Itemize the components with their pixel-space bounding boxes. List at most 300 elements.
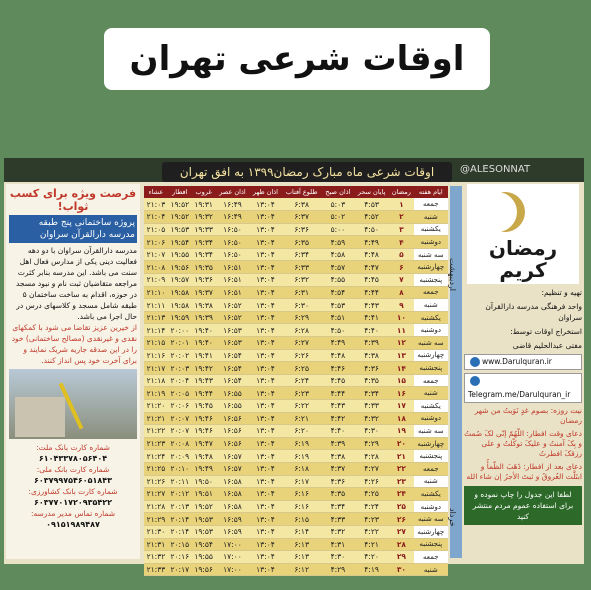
time-cell: ۱۹:۳۴ xyxy=(192,248,216,261)
time-cell: ۱۶:۴۹ xyxy=(216,211,250,224)
time-cell: ۱۶:۵۷ xyxy=(216,450,250,463)
time-cell: ۱۹:۴۱ xyxy=(192,349,216,362)
column-header: طلوع آفتاب xyxy=(281,186,321,198)
time-cell: ۴:۵۱ xyxy=(322,311,354,324)
table-row xyxy=(144,513,448,526)
time-cell: ۱۳:۰۴ xyxy=(249,362,281,375)
table-row xyxy=(144,349,448,362)
card1-number: ۶۱۰۴۳۳۷۸۰۵۶۴۰۴ xyxy=(38,454,108,463)
construction-photo xyxy=(9,369,137,439)
time-cell: ۱۷:۰۰ xyxy=(216,551,250,564)
time-cell: ۶:۲۵ xyxy=(281,362,321,375)
time-cell: ۴:۵۸ xyxy=(322,248,354,261)
time-cell: ۱۶:۵۰ xyxy=(216,248,250,261)
ramadan-poster xyxy=(4,158,584,575)
time-cell: ۶:۲۲ xyxy=(281,400,321,413)
time-cell: ۲۱:۱۰ xyxy=(144,286,168,299)
time-cell: ۱۴ xyxy=(389,362,413,375)
time-cell: ۱۶:۵۶ xyxy=(216,437,250,450)
time-cell: ۴:۴۲ xyxy=(322,412,354,425)
time-cell: ۱۶:۵۱ xyxy=(216,286,250,299)
time-cell: ۶:۱۸ xyxy=(281,462,321,475)
time-cell: ۴:۲۰ xyxy=(354,551,389,564)
table-body xyxy=(144,198,448,576)
time-cell: ۱۶:۵۲ xyxy=(216,311,250,324)
weekday-cell: پنجشنبه xyxy=(414,274,448,287)
time-cell: ۴:۴۸ xyxy=(354,248,389,261)
donation-appeal: از خیرین عزیز تقاضا می شود با کمکهای نقدی و غیرنقدی (مصالح ساختمانی) خود را در این صدقه جاریه شریک نمایند و برای آخرت خود پس انداز کنند. xyxy=(11,323,137,365)
time-cell: ۴:۵۷ xyxy=(322,261,354,274)
time-cell: ۴:۳۸ xyxy=(354,349,389,362)
time-cell: ۱۹:۵۵ xyxy=(192,551,216,564)
donation-panel xyxy=(6,184,140,559)
time-cell: ۱۶:۵۸ xyxy=(216,488,250,501)
table-row xyxy=(144,198,448,211)
time-cell: ۶:۲۳ xyxy=(281,387,321,400)
time-cell: ۲۱:۰۷ xyxy=(144,248,168,261)
time-cell: ۲۱:۰۵ xyxy=(144,223,168,236)
time-cell: ۲۱:۲۲ xyxy=(144,425,168,438)
time-cell: ۱۳:۰۴ xyxy=(249,400,281,413)
time-cell: ۱۲ xyxy=(389,337,413,350)
time-cell: ۴:۳۶ xyxy=(354,362,389,375)
time-cell: ۶:۲۹ xyxy=(281,311,321,324)
table-row xyxy=(144,425,448,438)
time-cell: ۱۳:۰۴ xyxy=(249,425,281,438)
time-cell: ۱۳:۰۴ xyxy=(249,563,281,576)
time-cell: ۴:۳۲ xyxy=(354,412,389,425)
time-cell: ۴ xyxy=(389,236,413,249)
time-cell: ۴:۲۸ xyxy=(354,450,389,463)
time-cell: ۱۹:۵۸ xyxy=(168,299,192,312)
page-title: اوقات شرعی تهران xyxy=(129,39,465,79)
column-header: ایام هفته xyxy=(414,186,448,198)
time-cell: ۱۳:۰۴ xyxy=(249,198,281,211)
time-cell: ۱۳:۰۴ xyxy=(249,223,281,236)
time-cell: ۴:۳۳ xyxy=(322,513,354,526)
time-cell: ۱۹:۴۹ xyxy=(192,462,216,475)
weekday-cell: یکشنبه xyxy=(414,400,448,413)
credit-extracted-label: استخراج اوقات توسط: xyxy=(510,327,582,336)
time-cell: ۴:۲۴ xyxy=(354,500,389,513)
time-cell: ۶:۲۷ xyxy=(281,337,321,350)
time-cell: ۱۶:۵۴ xyxy=(216,374,250,387)
time-cell: ۲۰:۱۵ xyxy=(168,538,192,551)
time-cell: ۵ xyxy=(389,248,413,261)
time-cell: ۱۹:۵۲ xyxy=(168,211,192,224)
time-cell: ۱۶:۵۹ xyxy=(216,525,250,538)
time-cell: ۱۹:۴۰ xyxy=(192,324,216,337)
time-cell: ۱۳:۰۴ xyxy=(249,324,281,337)
time-cell: ۱۱ xyxy=(389,324,413,337)
time-cell: ۲۱:۲۶ xyxy=(144,475,168,488)
time-cell: ۱۶:۵۴ xyxy=(216,349,250,362)
time-cell: ۱۶:۵۰ xyxy=(216,223,250,236)
table-row xyxy=(144,475,448,488)
weekday-cell: یکشنبه xyxy=(414,223,448,236)
weekday-cell: یکشنبه xyxy=(414,488,448,501)
time-cell: ۱۳:۰۴ xyxy=(249,349,281,362)
time-cell: ۲۰:۱۷ xyxy=(168,563,192,576)
time-cell: ۱۳:۰۴ xyxy=(249,500,281,513)
time-cell: ۴:۳۵ xyxy=(354,374,389,387)
time-cell: ۴:۳۰ xyxy=(322,551,354,564)
time-cell: ۲۰:۱۰ xyxy=(168,462,192,475)
time-cell: ۲۱:۳۳ xyxy=(144,563,168,576)
time-cell: ۱۳ xyxy=(389,349,413,362)
niyyat-text: نیت روزه: بصوم غدٍ نَوَیتُ من شهر رمضان xyxy=(474,406,582,425)
time-cell: ۶:۱۷ xyxy=(281,475,321,488)
table-row xyxy=(144,311,448,324)
weekday-cell: جمعه xyxy=(414,551,448,564)
time-cell: ۱۵ xyxy=(389,374,413,387)
month-label-khordad: خرداد xyxy=(448,508,457,527)
table-row xyxy=(144,236,448,249)
time-cell: ۶:۲۱ xyxy=(281,412,321,425)
time-cell: ۶:۱۲ xyxy=(281,563,321,576)
time-cell: ۴:۳۰ xyxy=(354,425,389,438)
time-cell: ۹ xyxy=(389,299,413,312)
weekday-cell: پنجشنبه xyxy=(414,450,448,463)
time-cell: ۵:۰۲ xyxy=(322,211,354,224)
time-cell: ۲۱:۲۳ xyxy=(144,437,168,450)
time-cell: ۴:۲۵ xyxy=(354,488,389,501)
time-cell: ۴:۵۳ xyxy=(322,299,354,312)
table-row xyxy=(144,324,448,337)
time-cell: ۲۱:۳۲ xyxy=(144,551,168,564)
time-cell: ۱۹:۳۵ xyxy=(192,261,216,274)
time-cell: ۲۱:۰۶ xyxy=(144,236,168,249)
time-cell: ۲۱:۱۷ xyxy=(144,362,168,375)
time-cell: ۶:۲۰ xyxy=(281,425,321,438)
time-cell: ۶:۳۴ xyxy=(281,248,321,261)
table-row xyxy=(144,437,448,450)
time-cell: ۳۰ xyxy=(389,563,413,576)
time-cell: ۴:۳۹ xyxy=(354,337,389,350)
time-cell: ۲۱:۱۹ xyxy=(144,387,168,400)
time-cell: ۴:۴۸ xyxy=(322,349,354,362)
time-cell: ۱۹:۵۳ xyxy=(168,223,192,236)
table-header-row xyxy=(144,186,448,198)
donation-headline: فرصت ویژه برای کسب ثواب! xyxy=(9,187,137,213)
time-cell: ۲۰ xyxy=(389,437,413,450)
time-cell: ۲۰:۰۵ xyxy=(168,387,192,400)
time-cell: ۱۶:۵۸ xyxy=(216,475,250,488)
time-cell: ۱۳:۰۴ xyxy=(249,236,281,249)
weekday-cell: سه شنبه xyxy=(414,513,448,526)
time-cell: ۴:۳۱ xyxy=(322,538,354,551)
time-cell: ۱۶:۵۳ xyxy=(216,337,250,350)
time-cell: ۱۹ xyxy=(389,425,413,438)
table-row xyxy=(144,551,448,564)
time-cell: ۱۶:۴۹ xyxy=(216,198,250,211)
month-column xyxy=(450,186,462,558)
time-cell: ۵:۰۳ xyxy=(322,198,354,211)
globe-icon xyxy=(470,357,480,367)
logo-word-ramadan: رمضان xyxy=(488,236,558,260)
time-cell: ۲۱:۰۹ xyxy=(144,274,168,287)
column-header: پایان سحر xyxy=(354,186,389,198)
time-cell: ۴:۳۶ xyxy=(322,475,354,488)
table-row xyxy=(144,450,448,463)
time-cell: ۲۰:۰۷ xyxy=(168,412,192,425)
time-cell: ۲۰:۰۶ xyxy=(168,400,192,413)
time-cell: ۲۰:۱۶ xyxy=(168,551,192,564)
time-cell: ۱۹:۴۸ xyxy=(192,450,216,463)
time-cell: ۱۶:۵۶ xyxy=(216,412,250,425)
time-cell: ۱۹:۵۸ xyxy=(168,286,192,299)
table-row xyxy=(144,563,448,576)
time-cell: ۱۳:۰۴ xyxy=(249,387,281,400)
time-cell: ۶:۳۷ xyxy=(281,211,321,224)
time-cell: ۲۱:۲۵ xyxy=(144,462,168,475)
time-cell: ۱۶:۵۳ xyxy=(216,324,250,337)
card1-label: شماره کارت بانک ملت: xyxy=(36,443,110,452)
time-cell: ۱۹:۵۲ xyxy=(192,500,216,513)
table-row xyxy=(144,248,448,261)
table-row xyxy=(144,462,448,475)
time-cell: ۶:۱۳ xyxy=(281,551,321,564)
project-description: مدرسه دارالقرآن سراوان با دو دهه فعالیت دینی یکی از مدارس فعال اهل سنت می باشد. این مدرسه بنابر کثرت مراجعه متقاضیان ثبت نام و نبود مسجد در حوزه، اقدام به ساخت ساختمان ۵ طبقه شامل مسجد و کلاسهای درس در حال اجرا می باشد. xyxy=(15,246,137,321)
time-cell: ۶:۳۳ xyxy=(281,261,321,274)
time-cell: ۱۶:۵۹ xyxy=(216,513,250,526)
time-cell: ۱۹:۴۵ xyxy=(192,400,216,413)
weekday-cell: دوشنبه xyxy=(414,236,448,249)
time-cell: ۲۱:۲۰ xyxy=(144,400,168,413)
time-cell: ۱۳:۰۴ xyxy=(249,450,281,463)
weekday-cell: پنجشنبه xyxy=(414,538,448,551)
time-cell: ۲۰:۱۴ xyxy=(168,513,192,526)
time-cell: ۱۳:۰۴ xyxy=(249,538,281,551)
time-cell: ۱۹:۴۶ xyxy=(192,412,216,425)
weekday-cell: دوشنبه xyxy=(414,500,448,513)
time-cell: ۲۶ xyxy=(389,513,413,526)
time-cell: ۲۱:۱۱ xyxy=(144,299,168,312)
time-cell: ۱۳:۰۴ xyxy=(249,551,281,564)
time-cell: ۱۳:۰۴ xyxy=(249,525,281,538)
time-cell: ۶:۳۰ xyxy=(281,299,321,312)
time-cell: ۱۹:۳۴ xyxy=(192,236,216,249)
logo-word-kareem: کریم xyxy=(499,258,547,282)
time-cell: ۱۹:۴۳ xyxy=(192,374,216,387)
time-cell: ۱۳:۰۴ xyxy=(249,488,281,501)
time-cell: ۲ xyxy=(389,211,413,224)
time-cell: ۴:۳۷ xyxy=(322,462,354,475)
after-iftar-dua: دعای بعد از افطار: ذَهَبَ الظّمأُ و ابتَلَّت العُروقُ و ثبتَ الأجرُ إن شاء الله xyxy=(466,462,582,481)
table-row xyxy=(144,400,448,413)
time-cell: ۵:۰۰ xyxy=(322,223,354,236)
table-row xyxy=(144,500,448,513)
time-cell: ۱۳:۰۴ xyxy=(249,337,281,350)
weekday-cell: شنبه xyxy=(414,211,448,224)
time-cell: ۴:۴۳ xyxy=(322,400,354,413)
time-cell: ۲۰:۰۴ xyxy=(168,374,192,387)
time-cell: ۱۹:۵۶ xyxy=(168,261,192,274)
card3-number: ۶۰۳۷۷۰۱۷۲۰۹۳۵۴۲۲ xyxy=(33,498,113,507)
time-cell: ۱۳:۰۴ xyxy=(249,513,281,526)
table-row xyxy=(144,387,448,400)
time-cell: ۶:۳۸ xyxy=(281,198,321,211)
table-row xyxy=(144,525,448,538)
time-cell: ۲۱:۲۸ xyxy=(144,500,168,513)
weekday-cell: جمعه xyxy=(414,286,448,299)
time-cell: ۲۰:۰۹ xyxy=(168,450,192,463)
time-cell: ۱۳:۰۴ xyxy=(249,374,281,387)
telegram-icon xyxy=(470,376,480,386)
time-cell: ۱۹:۵۲ xyxy=(168,198,192,211)
time-cell: ۴:۱۹ xyxy=(354,563,389,576)
month-label-ordibehesht: اردیبهشت xyxy=(448,258,457,291)
time-cell: ۱۹:۳۶ xyxy=(192,274,216,287)
ramadan-kareem-logo xyxy=(467,184,579,284)
time-cell: ۴:۳۹ xyxy=(322,437,354,450)
info-panel xyxy=(464,184,582,562)
building-shape xyxy=(15,397,65,437)
weekday-cell: چهارشنبه xyxy=(414,525,448,538)
telegram-link[interactable] xyxy=(464,373,582,403)
time-cell: ۲۱:۱۴ xyxy=(144,324,168,337)
time-cell: ۴:۵۲ xyxy=(354,211,389,224)
instagram-handle: @ALESONNAT xyxy=(460,164,531,175)
column-header: عشاء xyxy=(144,186,168,198)
time-cell: ۴:۴۰ xyxy=(354,324,389,337)
time-cell: ۱۶:۵۱ xyxy=(216,261,250,274)
time-cell: ۱۹:۵۹ xyxy=(168,311,192,324)
time-cell: ۴:۴۴ xyxy=(322,387,354,400)
time-cell: ۱۶:۵۱ xyxy=(216,274,250,287)
time-cell: ۴:۳۴ xyxy=(322,500,354,513)
time-cell: ۲۰:۰۳ xyxy=(168,362,192,375)
time-cell: ۲۵ xyxy=(389,500,413,513)
project-banner: پروژه ساختمانی پنج طبقه مدرسه دارالقرآن سراوان xyxy=(9,215,137,243)
time-cell: ۴:۲۱ xyxy=(354,538,389,551)
time-cell: ۶:۱۳ xyxy=(281,538,321,551)
time-cell: ۱۹:۳۱ xyxy=(192,198,216,211)
table-row xyxy=(144,299,448,312)
time-cell: ۲۱:۰۴ xyxy=(144,211,168,224)
time-cell: ۱۳:۰۴ xyxy=(249,311,281,324)
time-cell: ۱۶ xyxy=(389,387,413,400)
time-cell: ۴:۲۲ xyxy=(354,525,389,538)
time-cell: ۲۱:۰۳ xyxy=(144,198,168,211)
phone-number: ۰۹۱۵۱۹۸۹۴۸۷ xyxy=(46,520,100,529)
time-cell: ۴:۴۹ xyxy=(322,337,354,350)
time-cell: ۴:۳۵ xyxy=(322,488,354,501)
time-cell: ۱۳:۰۴ xyxy=(249,274,281,287)
time-cell: ۴:۵۰ xyxy=(354,223,389,236)
weekday-cell: چهارشنبه xyxy=(414,349,448,362)
time-cell: ۲۸ xyxy=(389,538,413,551)
time-cell: ۶:۳۵ xyxy=(281,236,321,249)
time-cell: ۲۰:۱۴ xyxy=(168,525,192,538)
column-header: رمضان xyxy=(389,186,413,198)
card2-label: شماره کارت بانک ملی: xyxy=(36,465,110,474)
time-cell: ۲۱ xyxy=(389,450,413,463)
time-cell: ۱۹:۴۲ xyxy=(192,362,216,375)
time-cell: ۱۷:۰۰ xyxy=(216,538,250,551)
credit-prepared-by: واحد فرهنگی مدرسه دارالقرآن سراوان xyxy=(485,302,582,322)
time-cell: ۲۲ xyxy=(389,462,413,475)
credit-prepared-label: تهیه و تنظیم: xyxy=(541,288,582,297)
time-cell: ۱۷ xyxy=(389,400,413,413)
time-cell: ۶:۱۴ xyxy=(281,525,321,538)
weekday-cell: سه شنبه xyxy=(414,337,448,350)
time-cell: ۲۳ xyxy=(389,475,413,488)
table-title: اوقات شرعی ماه مبارک رمضان۱۳۹۹ به افق تهران xyxy=(162,162,452,182)
table-row xyxy=(144,211,448,224)
time-cell: ۱۶:۵۷ xyxy=(216,462,250,475)
weekday-cell: شنبه xyxy=(414,387,448,400)
time-cell: ۳ xyxy=(389,223,413,236)
table-row xyxy=(144,223,448,236)
weekday-cell: شنبه xyxy=(414,563,448,576)
time-cell: ۴:۴۰ xyxy=(322,425,354,438)
weekday-cell: شنبه xyxy=(414,475,448,488)
weekday-cell: یکشنبه xyxy=(414,311,448,324)
time-cell: ۴:۲۶ xyxy=(354,475,389,488)
weekday-cell: چهارشنبه xyxy=(414,437,448,450)
crescent-moon-icon xyxy=(477,192,517,232)
time-cell: ۱۶:۵۸ xyxy=(216,500,250,513)
time-cell: ۴:۴۹ xyxy=(354,236,389,249)
weekday-cell: جمعه xyxy=(414,198,448,211)
time-cell: ۱۸ xyxy=(389,412,413,425)
column-header: اذان ظهر xyxy=(249,186,281,198)
time-cell: ۲۱:۱۳ xyxy=(144,311,168,324)
time-cell: ۲۰:۱۲ xyxy=(168,488,192,501)
time-cell: ۱۶:۵۶ xyxy=(216,425,250,438)
iftar-dua: دعای وقت افطار: اللّهُمّ إنّی لکَ صُمتُ و بِکَ آمنتُ و علیکَ توکّلتُ و علی رزقکَ افطرتُ xyxy=(464,429,582,458)
time-cell: ۱۶:۵۲ xyxy=(216,299,250,312)
time-cell: ۱۹:۵۴ xyxy=(192,538,216,551)
time-cell: ۱۰ xyxy=(389,311,413,324)
time-cell: ۶:۳۱ xyxy=(281,286,321,299)
time-cell: ۱۹:۴۴ xyxy=(192,387,216,400)
time-cell: ۴:۳۲ xyxy=(322,525,354,538)
time-cell: ۱۹:۵۵ xyxy=(168,248,192,261)
time-cell: ۴:۵۹ xyxy=(322,236,354,249)
time-cell: ۲۷ xyxy=(389,525,413,538)
time-cell: ۱۳:۰۴ xyxy=(249,299,281,312)
time-cell: ۶:۳۶ xyxy=(281,223,321,236)
time-cell: ۲۱:۳۱ xyxy=(144,538,168,551)
time-cell: ۴:۲۹ xyxy=(354,437,389,450)
weekday-cell: سه شنبه xyxy=(414,248,448,261)
time-cell: ۲۰:۰۷ xyxy=(168,425,192,438)
table-row xyxy=(144,538,448,551)
time-cell: ۲۱:۳۰ xyxy=(144,525,168,538)
time-cell: ۲۰:۰۲ xyxy=(168,349,192,362)
time-cell: ۱۷:۰۰ xyxy=(216,563,250,576)
footer-note: لطفا این جدول را چاپ نموده و برای استفاده عموم مردم منتشر کنید xyxy=(464,486,582,525)
time-cell: ۶:۱۶ xyxy=(281,500,321,513)
time-cell: ۲۰:۱۳ xyxy=(168,500,192,513)
time-cell: ۱۹:۵۳ xyxy=(192,525,216,538)
time-cell: ۱۳:۰۴ xyxy=(249,248,281,261)
time-cell: ۴:۴۴ xyxy=(354,286,389,299)
table-row xyxy=(144,362,448,375)
time-cell: ۴:۲۹ xyxy=(322,563,354,576)
time-cell: ۲۱:۱۸ xyxy=(144,374,168,387)
website-link[interactable] xyxy=(464,354,582,370)
time-cell: ۱۶:۵۰ xyxy=(216,236,250,249)
column-header: اذان عصر xyxy=(216,186,250,198)
time-cell: ۲۱:۲۷ xyxy=(144,488,168,501)
table-row xyxy=(144,488,448,501)
time-cell: ۶:۲۸ xyxy=(281,324,321,337)
table-row xyxy=(144,261,448,274)
title-banner xyxy=(104,28,490,90)
